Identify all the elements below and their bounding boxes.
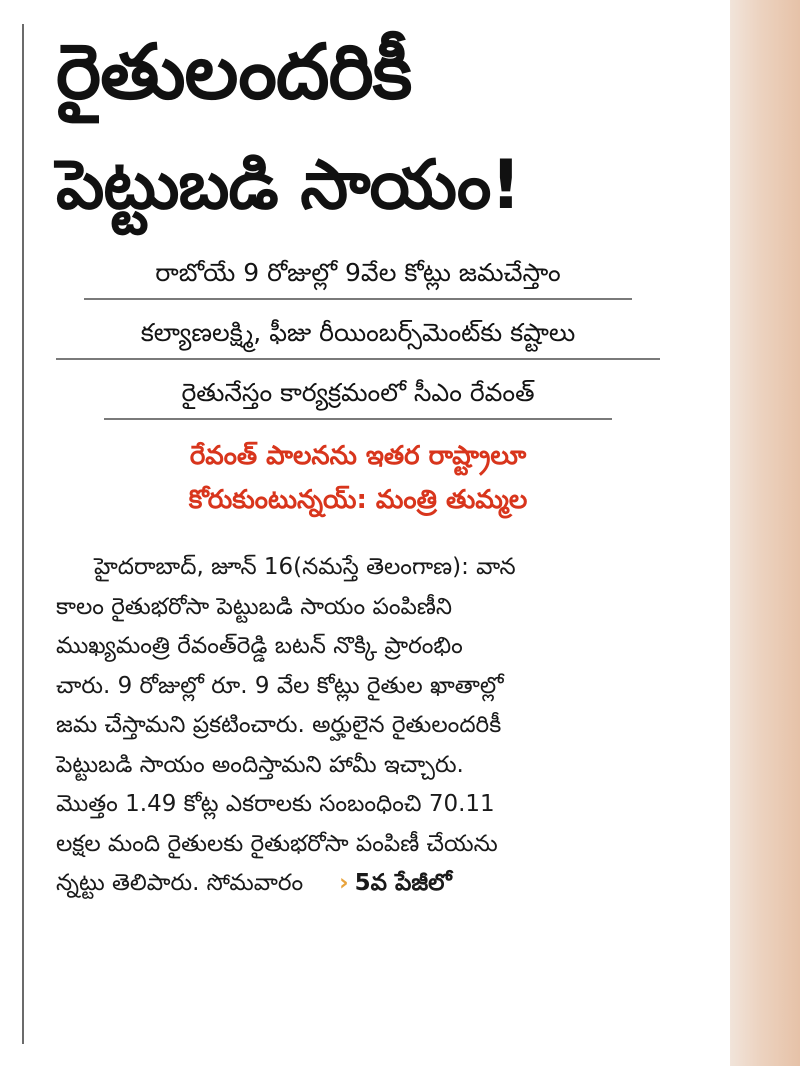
column-rule [22,24,24,1044]
article-body [56,548,660,904]
body-line: చారు. 9 రోజుల్లో రూ. 9 వేల కోట్లు రైతుల ఖాతాల్లో [56,672,504,699]
body-line-last [56,864,660,904]
continued-on-page-link[interactable] [339,864,452,904]
adjacent-photo-edge [730,0,800,1066]
highlight-line-2: కోరుకుంటున్నయ్: మంత్రి తుమ్మల [188,485,528,515]
headline-line-2: పెట్టుబడి సాయం! [56,146,521,225]
headline-line-1: రైతులందరికీ [56,27,412,116]
news-article [56,12,660,904]
body-line: పెట్టుబడి సాయం అందిస్తామని హామీ ఇచ్చారు. [56,751,464,778]
highlight-quote [56,434,660,522]
chevron-right-icon: › [339,870,349,896]
subhead-1: రాబోయే 9 రోజుల్లో 9వేల కోట్లు జమచేస్తాం [84,246,632,300]
subhead-2: కల్యాణలక్ష్మి, ఫీజు రీయింబర్స్‌మెంట్‌కు కష్టాలు [56,306,660,360]
body-line-text: న్నట్టు తెలిపారు. సోమవారం [56,870,304,896]
body-line: హైదరాబాద్, జూన్ 16(నమస్తే తెలంగాణ): వాన [94,554,516,580]
body-line: ముఖ్యమంత్రి రేవంత్‌రెడ్డి బటన్ నొక్కి ప్రారంభిం [56,633,463,659]
body-line: మొత్తం 1.49 కోట్ల ఎకరాలకు సంబంధించి 70.11 [56,791,495,817]
body-line: కాలం రైతుభరోసా పెట్టుబడి సాయం పంపిణీని [56,593,452,620]
body-line: లక్షల మంది రైతులకు రైతుభరోసా పంపిణీ చేయను [56,830,498,857]
highlight-line-1: రేవంత్ పాలనను ఇతర రాష్ట్రాలూ [189,441,527,471]
subhead-3: రైతునేస్తం కార్యక్రమంలో సీఎం రేవంత్ [104,366,612,420]
continued-on-page-label: 5వ పేజీలో [354,870,452,896]
body-line: జమ చేస్తామని ప్రకటించారు. అర్హులైన రైతులందరికీ [56,712,502,738]
